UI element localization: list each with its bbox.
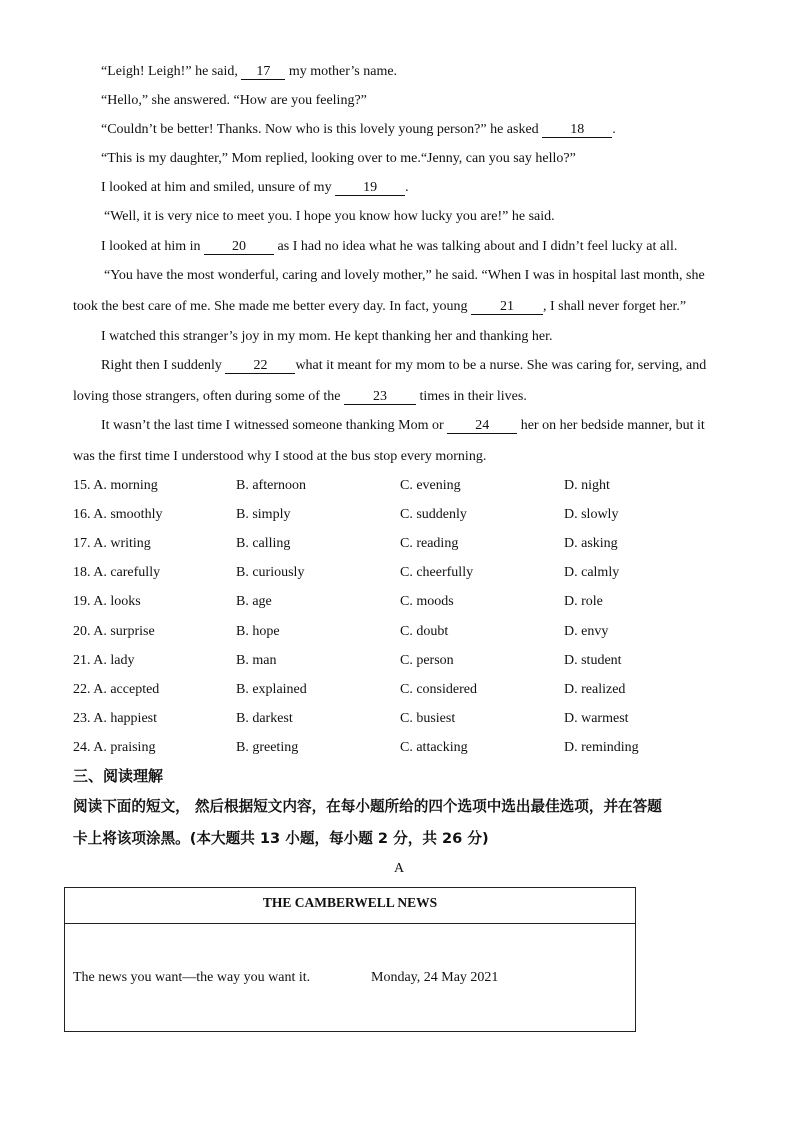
option-24-b: B. greeting [236, 740, 299, 755]
blank-24: 24 [447, 418, 517, 434]
passage-line-2: “Hello,” she answered. “How are you feeling?” [101, 93, 367, 108]
passage-line-10: I watched this stranger’s joy in my mom. He kept thanking her and thanking her. [101, 329, 553, 344]
blank-18: 18 [542, 122, 612, 138]
blank-20: 20 [204, 239, 274, 255]
option-15-b: B. afternoon [236, 478, 306, 493]
option-17-a: 17. A. writing [73, 536, 151, 551]
option-23-c: C. busiest [400, 711, 456, 726]
option-20-a: 20. A. surprise [73, 624, 155, 639]
option-21-c: C. person [400, 653, 454, 668]
blank-22: 22 [225, 358, 295, 374]
passage-line-4: “This is my daughter,” Mom replied, looking over to me.“Jenny, can you say hello?” [101, 151, 576, 166]
passage-line-9: took the best care of me. She made me better every day. In fact, young 21 , I shall never forget her.” [73, 299, 687, 314]
option-15-c: C. evening [400, 478, 461, 493]
option-21-a: 21. A. lady [73, 653, 135, 668]
blank-23: 23 [344, 389, 416, 405]
option-20-c: C. doubt [400, 624, 449, 639]
option-23-d: D. warmest [564, 711, 629, 726]
news-header: THE CAMBERWELL NEWS [65, 888, 635, 924]
blank-17: 17 [241, 64, 285, 80]
option-16-d: D. slowly [564, 507, 619, 522]
section-title: 三、阅读理解 [73, 767, 164, 785]
option-19-c: C. moods [400, 594, 454, 609]
option-19-a: 19. A. looks [73, 594, 141, 609]
passage-line-6: “Well, it is very nice to meet you. I hope you know how lucky you are!” he said. [104, 209, 555, 224]
passage-line-3: “Couldn’t be better! Thanks. Now who is this lovely young person?” he asked 18 . [101, 122, 616, 137]
passage-line-7: I looked at him in 20 as I had no idea what he was talking about and I didn’t feel lucky at all. [101, 239, 678, 254]
section-instruction-1: 阅读下面的短文， 然后根据短文内容，在每小题所给的四个选项中选出最佳选项，并在答题 [73, 798, 662, 815]
passage-line-12: loving those strangers, often during some of the 23 times in their lives. [73, 389, 527, 404]
passage-line-11: Right then I suddenly 22 what it meant for my mom to be a nurse. She was caring for, serving, and [101, 358, 707, 373]
option-16-c: C. suddenly [400, 507, 467, 522]
option-18-c: C. cheerfully [400, 565, 474, 580]
option-16-b: B. simply [236, 507, 291, 522]
passage-line-5: I looked at him and smiled, unsure of my 19 . [101, 180, 409, 195]
option-22-d: D. realized [564, 682, 626, 697]
passage-line-8: “You have the most wonderful, caring and lovely mother,” he said. “When I was in hospital last month, she [104, 268, 705, 283]
news-tagline: The news you want—the way you want it. [73, 970, 311, 985]
option-24-a: 24. A. praising [73, 740, 156, 755]
option-17-d: D. asking [564, 536, 618, 551]
part-label: A [394, 861, 405, 876]
option-23-a: 23. A. happiest [73, 711, 157, 726]
option-18-d: D. calmly [564, 565, 620, 580]
option-24-d: D. reminding [564, 740, 639, 755]
option-17-b: B. calling [236, 536, 291, 551]
blank-21: 21 [471, 299, 543, 315]
option-15-d: D. night [564, 478, 610, 493]
passage-line-13: It wasn’t the last time I witnessed someone thanking Mom or 24 her on her bedside manner, but it [101, 418, 705, 433]
section-instruction-2: 卡上将该项涂黑。(本大题共 13 小题，每小题 2 分，共 26 分) [73, 830, 489, 847]
passage-line-1: “Leigh! Leigh!” he said, 17 my mother’s name. [101, 64, 398, 79]
option-18-a: 18. A. carefully [73, 565, 161, 580]
option-23-b: B. darkest [236, 711, 293, 726]
option-19-d: D. role [564, 594, 603, 609]
passage-line-14: was the first time I understood why I stood at the bus stop every morning. [73, 449, 487, 464]
blank-19: 19 [335, 180, 405, 196]
news-box [64, 887, 636, 1032]
option-21-b: B. man [236, 653, 277, 668]
option-24-c: C. attacking [400, 740, 468, 755]
option-15-a: 15. A. morning [73, 478, 158, 493]
option-22-b: B. explained [236, 682, 307, 697]
option-20-b: B. hope [236, 624, 280, 639]
option-21-d: D. student [564, 653, 622, 668]
option-22-c: C. considered [400, 682, 477, 697]
option-19-b: B. age [236, 594, 272, 609]
option-16-a: 16. A. smoothly [73, 507, 163, 522]
option-22-a: 22. A. accepted [73, 682, 160, 697]
option-18-b: B. curiously [236, 565, 305, 580]
option-20-d: D. envy [564, 624, 609, 639]
news-date: Monday, 24 May 2021 [371, 970, 499, 985]
option-17-c: C. reading [400, 536, 459, 551]
